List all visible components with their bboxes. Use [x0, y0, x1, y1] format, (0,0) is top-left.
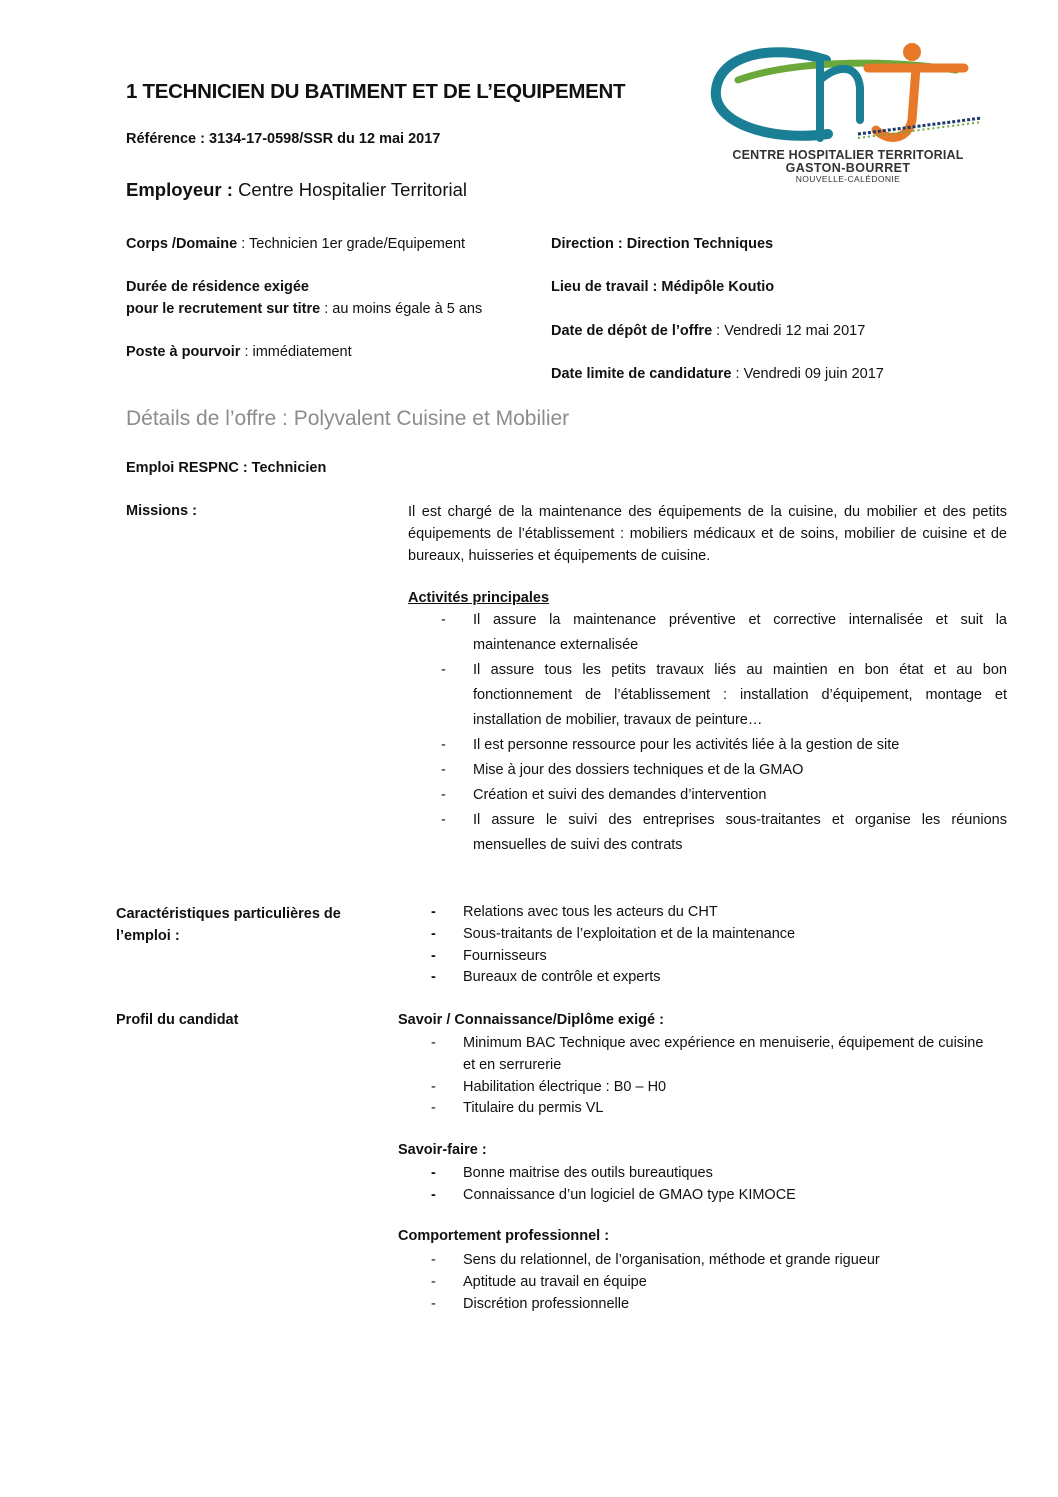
limite-value: : Vendredi 09 juin 2017 [731, 366, 884, 382]
list-item: - Sous-traitants de l’exploitation et de la maintenance [431, 925, 796, 942]
savoir-faire-list [398, 1163, 1008, 1207]
offer-reference: Référence : 3134-17-0598/SSR du 12 mai 2017 [126, 131, 441, 147]
comportement-list [398, 1250, 1008, 1315]
poste-value: : immédiatement [240, 344, 352, 360]
poste-a-pourvoir [126, 341, 352, 363]
caracteristiques-label: Caractéristiques particulières de l’emploi : [116, 906, 341, 944]
logo-line-1: CENTRE HOSPITALIER TERRITORIAL [732, 148, 964, 162]
cht-logo [708, 40, 988, 186]
duree-label-1: Durée de résidence exigée [126, 279, 309, 295]
date-limite [551, 363, 884, 385]
depot-value: : Vendredi 12 mai 2017 [712, 323, 866, 339]
page-title: 1 TECHNICIEN DU BATIMENT ET DE L’EQUIPEMENT [126, 80, 626, 103]
caracteristiques-list [398, 902, 1008, 989]
savoir-title: Savoir / Connaissance/Diplôme exigé : [398, 1012, 664, 1028]
list-item: - Connaissance d’un logiciel de GMAO type KIMOCE [431, 1186, 796, 1203]
employer-line [126, 179, 467, 201]
logo-line-2: GASTON-BOURRET [785, 161, 911, 175]
list-item: - Il est personne ressource pour les activités liée à la gestion de site [441, 737, 900, 753]
duree-value: : au moins égale à 5 ans [320, 301, 483, 317]
employer-label: Employeur : [126, 179, 233, 200]
list-item: - Sens du relationnel, de l’organisation, méthode et grande rigueur [431, 1252, 880, 1268]
savoir-list [398, 1033, 998, 1120]
list-item: - Bureaux de contrôle et experts [431, 969, 661, 986]
logo-line-3: NOUVELLE-CALÉDONIE [795, 174, 901, 184]
missions-text: Il est chargé de la maintenance des équipements de la cuisine, du mobilier et des petits équipements de l’établissement : mobiliers médicaux et de soins, mobilier de cuisine et de bureaux, huisseries et équipements de cuisine. [408, 504, 1007, 564]
list-item: - Minimum BAC Technique avec expérience en menuiserie, équipement de cuisine et en serrurerie [431, 1035, 984, 1073]
depot-label: Date de dépôt de l’offre [551, 323, 713, 339]
comportement-title: Comportement professionnel : [398, 1228, 610, 1244]
cht-logo-mark-icon [708, 40, 988, 148]
emploi-respnc: Emploi RESPNC : Technicien [126, 460, 327, 476]
list-item: - Bonne maitrise des outils bureautiques [431, 1165, 713, 1181]
savoir-faire-title: Savoir-faire : [398, 1142, 487, 1158]
direction: Direction : Direction Techniques [551, 236, 774, 252]
list-item: - Habilitation électrique : B0 – H0 [431, 1078, 667, 1095]
list-item: - Relations avec tous les acteurs du CHT [431, 904, 718, 920]
duree-label-2: pour le recrutement sur titre [126, 301, 321, 317]
list-item: - Il assure le suivi des entreprises sous-traitantes et organise les réunions mensuelles de suivi des contrats [441, 812, 1007, 853]
activites-list [408, 608, 1007, 858]
list-item: - Il assure tous les petits travaux liés au maintien en bon état et au bon fonctionnement de l’établissement : installation d’équipement, montage et installation de mobilier, travaux de peinture… [441, 662, 1007, 728]
list-item: - Aptitude au travail en équipe [431, 1273, 647, 1290]
profil-label: Profil du candidat [116, 1012, 239, 1028]
poste-label: Poste à pourvoir [126, 344, 241, 360]
date-depot [551, 320, 865, 342]
list-item: - Mise à jour des dossiers techniques et de la GMAO [441, 762, 804, 778]
duree-residence [126, 276, 482, 320]
corps-label: Corps /Domaine [126, 236, 238, 252]
activites-title: Activités principales [408, 590, 550, 606]
list-item: - Titulaire du permis VL [431, 1100, 604, 1117]
list-item: - Discrétion professionnelle [431, 1295, 630, 1312]
details-heading: Détails de l’offre : Polyvalent Cuisine et Mobilier [126, 407, 570, 430]
list-item: - Il assure la maintenance préventive et corrective internalisée et suit la maintenance externalisée [441, 612, 1007, 653]
lieu-de-travail: Lieu de travail : Médipôle Koutio [551, 279, 775, 295]
corps-value: : Technicien 1er grade/Equipement [237, 236, 466, 252]
missions-label: Missions : [126, 503, 197, 519]
list-item: - Fournisseurs [431, 947, 547, 964]
list-item: - Création et suivi des demandes d’intervention [441, 787, 767, 803]
employer-value: Centre Hospitalier Territorial [238, 179, 467, 200]
limite-label: Date limite de candidature [551, 366, 732, 382]
corps-domaine [126, 233, 465, 255]
